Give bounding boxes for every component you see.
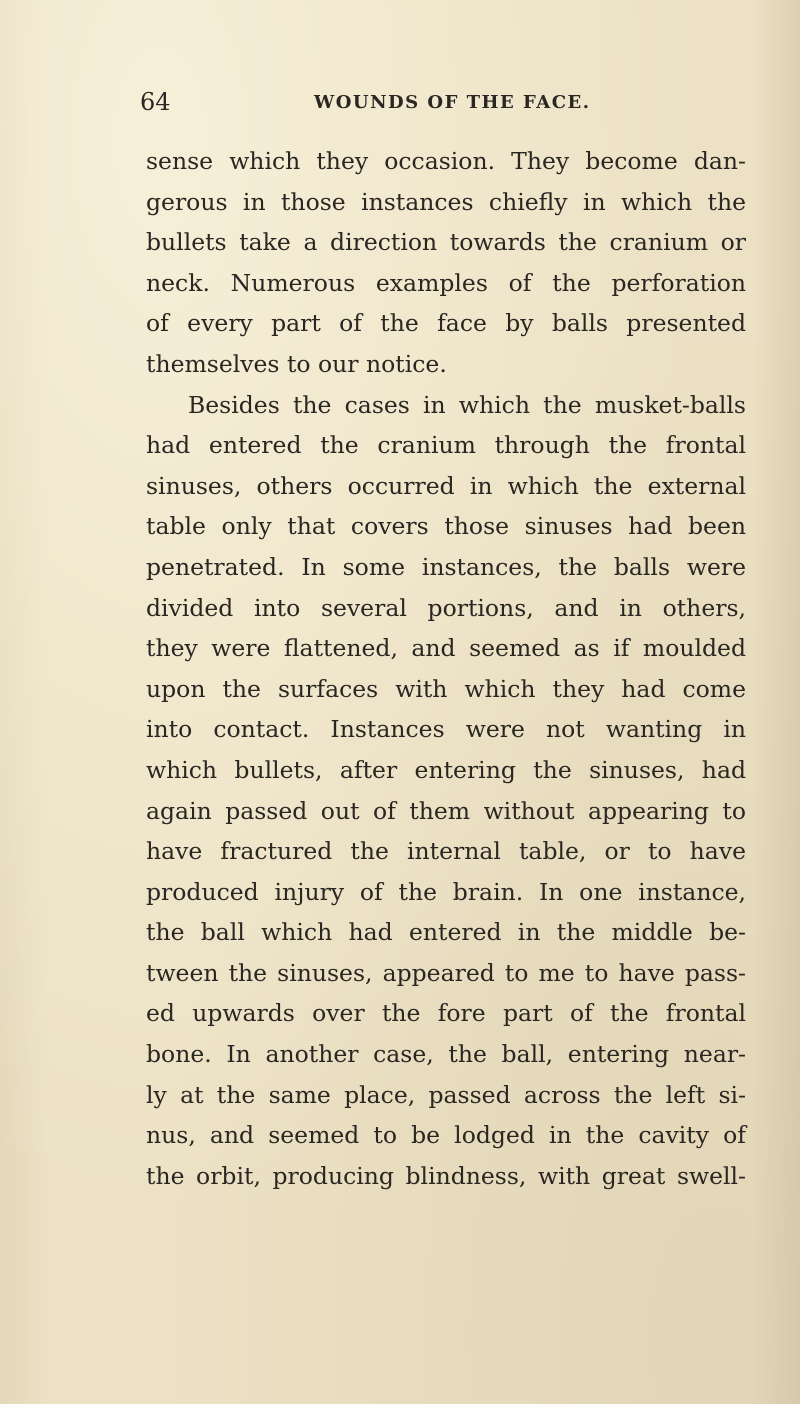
text-line: table only that covers those sinuses had been	[146, 512, 746, 541]
text-line: sinuses, others occurred in which the external	[146, 471, 746, 500]
text-line: of every part of the face by balls presented	[146, 309, 746, 338]
text-line: bone. In another case, the ball, entering near-	[146, 1040, 746, 1069]
text-line: ly at the same place, passed across the left si-	[146, 1080, 746, 1109]
text-line: penetrated. In some instances, the balls were	[146, 552, 746, 581]
text-line: into contact. Instances were not wanting in	[146, 715, 746, 744]
text-line: tween the sinuses, appeared to me to have pass-	[146, 958, 746, 987]
text-line: have fractured the internal table, or to have	[146, 837, 746, 866]
text-line: themselves to our notice.	[146, 349, 447, 378]
text-line: neck. Numerous examples of the perforation	[146, 268, 746, 297]
text-line: sense which they occasion. They become dan-	[146, 147, 746, 175]
text-line: again passed out of them without appearing to	[146, 796, 746, 825]
text-line: Besides the cases in which the musket-balls	[188, 390, 746, 419]
text-line: which bullets, after entering the sinuses, had	[146, 755, 746, 784]
text-line: bullets take a direction towards the cranium or	[146, 228, 746, 257]
text-line: divided into several portions, and in others,	[146, 593, 746, 622]
text-line: nus, and seemed to be lodged in the cavity of	[146, 1121, 746, 1150]
text-line: gerous in those instances chiefly in which the	[146, 187, 746, 216]
page-number: 64	[140, 88, 171, 116]
text-line: had entered the cranium through the frontal	[146, 431, 746, 460]
body-text	[146, 141, 746, 1196]
running-title: WOUNDS OF THE FACE.	[314, 92, 591, 113]
text-line: they were flattened, and seemed as if moulded	[146, 634, 746, 663]
text-line: upon the surfaces with which they had come	[146, 674, 746, 703]
text-line: ed upwards over the fore part of the frontal	[146, 999, 746, 1028]
text-line: the orbit, producing blindness, with great swell-	[146, 1161, 746, 1190]
text-line: produced injury of the brain. In one instance,	[146, 877, 746, 906]
running-head	[140, 88, 700, 128]
text-line: the ball which had entered in the middle be-	[146, 918, 746, 947]
